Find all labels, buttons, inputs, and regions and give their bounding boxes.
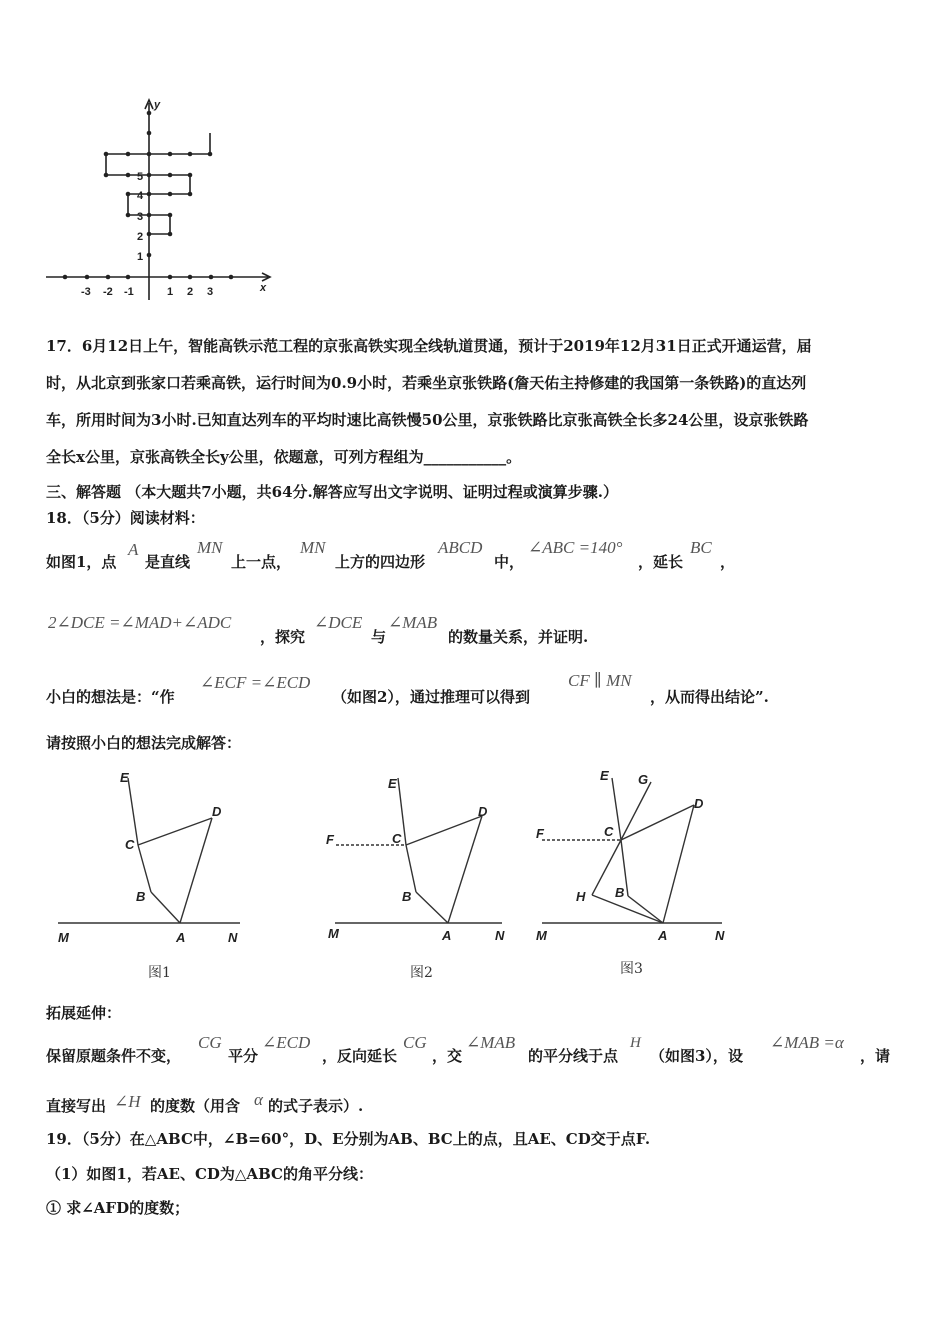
math-A: A bbox=[128, 540, 139, 559]
q19-line: 19．（5分）在△ABC中，∠B=60°，D、E分别为AB、BC上的点，且AE、CD交于点F. bbox=[46, 1130, 651, 1148]
math-alpha: α bbox=[254, 1090, 263, 1109]
q17-line: 时，从北京到张家口若乘高铁，运行时间为0.9小时，若乘坐京张铁路(詹天佑主持修建的我国第一条铁路)的直达列 bbox=[46, 374, 807, 392]
q18-text: 上方的四边形 bbox=[335, 553, 426, 571]
point-label-A: A bbox=[176, 930, 186, 945]
ext-text: 保留原题条件不变， bbox=[46, 1047, 182, 1065]
point-label-E: E bbox=[600, 768, 609, 783]
figure-caption: 图3 bbox=[620, 961, 643, 977]
y-tick: 4 bbox=[137, 190, 144, 202]
x-axis-label: x bbox=[260, 282, 267, 294]
y-tick: 5 bbox=[137, 171, 144, 183]
q17-line: 17．6月12日上午，智能高铁示范工程的京张高铁实现全线轨道贯通，预计于2019年12月31日正式开通运营，届 bbox=[46, 337, 812, 355]
point-label-N: N bbox=[495, 928, 505, 943]
q18-text: ，延长 bbox=[638, 553, 684, 571]
q18-text: （如图2），通过推理可以得到 bbox=[332, 688, 530, 706]
point-label-H: H bbox=[576, 889, 586, 904]
q17-line: 全长x公里，京张高铁全长y公里，依题意，可列方程组为___________。 bbox=[46, 448, 522, 466]
figure-3 bbox=[530, 760, 740, 980]
point-label-D: D bbox=[212, 804, 222, 819]
q18-text: 上一点， bbox=[231, 553, 292, 571]
math-equation: ∠ECF =∠ECD bbox=[200, 673, 311, 692]
point-label-E: E bbox=[388, 776, 397, 791]
ext-text: ，交 bbox=[432, 1047, 463, 1065]
math-CG: CG bbox=[403, 1033, 427, 1052]
section-heading: 三、解答题 （本大题共7小题，共64分.解答应写出文字说明、证明过程或演算步骤.） bbox=[46, 483, 618, 501]
point-label-A: A bbox=[442, 928, 452, 943]
point-label-B: B bbox=[615, 885, 625, 900]
ext-text: 的度数（用含 bbox=[150, 1097, 241, 1115]
math-MN: MN bbox=[300, 538, 326, 557]
q18-text: 如图1，点 bbox=[46, 553, 117, 571]
ext-text: 直接写出 bbox=[46, 1097, 107, 1115]
ext-text: 平分 bbox=[228, 1047, 259, 1065]
point-label-C: C bbox=[604, 824, 614, 839]
q19-line: ① 求∠AFD的度数； bbox=[46, 1199, 190, 1217]
point-label-C: C bbox=[392, 831, 402, 846]
math-ABCD: ABCD bbox=[438, 538, 483, 557]
y-tick: 1 bbox=[137, 251, 144, 263]
math-angle-ECD: ∠ECD bbox=[262, 1033, 311, 1052]
point-label-F: F bbox=[536, 826, 544, 841]
q18-text: 是直线 bbox=[145, 553, 191, 571]
math-BC: BC bbox=[690, 538, 712, 557]
figure-1 bbox=[40, 760, 270, 980]
ext-text: 的平分线于点 bbox=[528, 1047, 619, 1065]
q17-line: 车，所用时间为3小时.已知直达列车的平均时速比高铁慢50公里，京张铁路比京张高铁全长多24公里，设京张铁路 bbox=[46, 411, 809, 429]
ext-text: ，反向延长 bbox=[322, 1047, 398, 1065]
math-angle-MAB: ∠MAB bbox=[388, 613, 438, 632]
point-label-D: D bbox=[694, 796, 704, 811]
x-tick: 3 bbox=[207, 286, 214, 298]
math-equation: 2∠DCE =∠MAD+∠ADC bbox=[48, 613, 232, 632]
point-label-M: M bbox=[328, 926, 339, 941]
point-label-C: C bbox=[125, 837, 135, 852]
ext-text: 的式子表示）. bbox=[268, 1097, 364, 1115]
figure-caption: 图2 bbox=[410, 965, 433, 981]
x-tick: 2 bbox=[187, 286, 194, 298]
point-label-M: M bbox=[536, 928, 547, 943]
q18-text: 中， bbox=[494, 553, 525, 571]
math-angle-ABC: ∠ABC =140° bbox=[528, 538, 623, 557]
q18-text: 的数量关系，并证明. bbox=[448, 628, 589, 646]
point-label-F: F bbox=[326, 832, 334, 847]
q18-text: 与 bbox=[371, 628, 387, 646]
point-label-M: M bbox=[58, 930, 69, 945]
math-CG: CG bbox=[198, 1033, 222, 1052]
point-label-B: B bbox=[136, 889, 146, 904]
math-angle-DCE: ∠DCE bbox=[314, 613, 363, 632]
ext-text: ，请 bbox=[860, 1047, 891, 1065]
math-angle-H: ∠H bbox=[114, 1092, 141, 1111]
math-MN: MN bbox=[197, 538, 223, 557]
point-label-N: N bbox=[228, 930, 238, 945]
y-tick: 3 bbox=[137, 211, 144, 223]
q19-line: （1）如图1，若AE、CD为△ABC的角平分线： bbox=[46, 1165, 373, 1183]
figure-caption: 图1 bbox=[148, 965, 171, 981]
figure-2 bbox=[320, 760, 520, 980]
point-label-G: G bbox=[638, 772, 649, 787]
q18-heading: 18．（5分）阅读材料： bbox=[46, 509, 205, 527]
point-label-E: E bbox=[120, 770, 129, 785]
coordinate-graph bbox=[40, 95, 280, 305]
x-tick: -3 bbox=[81, 286, 91, 298]
y-axis-label: y bbox=[154, 99, 161, 111]
point-label-B: B bbox=[402, 889, 412, 904]
x-tick: 1 bbox=[167, 286, 174, 298]
extension-heading: 拓展延伸： bbox=[46, 1004, 122, 1022]
q18-text: ，探究 bbox=[260, 628, 306, 646]
point-label-D: D bbox=[478, 804, 488, 819]
point-label-N: N bbox=[715, 928, 725, 943]
math-H: H bbox=[630, 1035, 641, 1051]
point-label-A: A bbox=[658, 928, 668, 943]
y-tick: 2 bbox=[137, 231, 144, 243]
ext-text: （如图3），设 bbox=[650, 1047, 743, 1065]
math-angle-MAB: ∠MAB bbox=[466, 1033, 516, 1052]
x-tick: -2 bbox=[103, 286, 113, 298]
q18-text: ，从而得出结论”. bbox=[650, 688, 769, 706]
math-parallel: CF ∥ MN bbox=[568, 671, 632, 690]
q18-text: 小白的想法是：“作 bbox=[46, 688, 175, 706]
q18-text: ， bbox=[720, 553, 736, 571]
q18-text: 请按照小白的想法完成解答： bbox=[46, 734, 242, 752]
math-equation: ∠MAB =α bbox=[770, 1033, 844, 1052]
x-tick: -1 bbox=[124, 286, 134, 298]
